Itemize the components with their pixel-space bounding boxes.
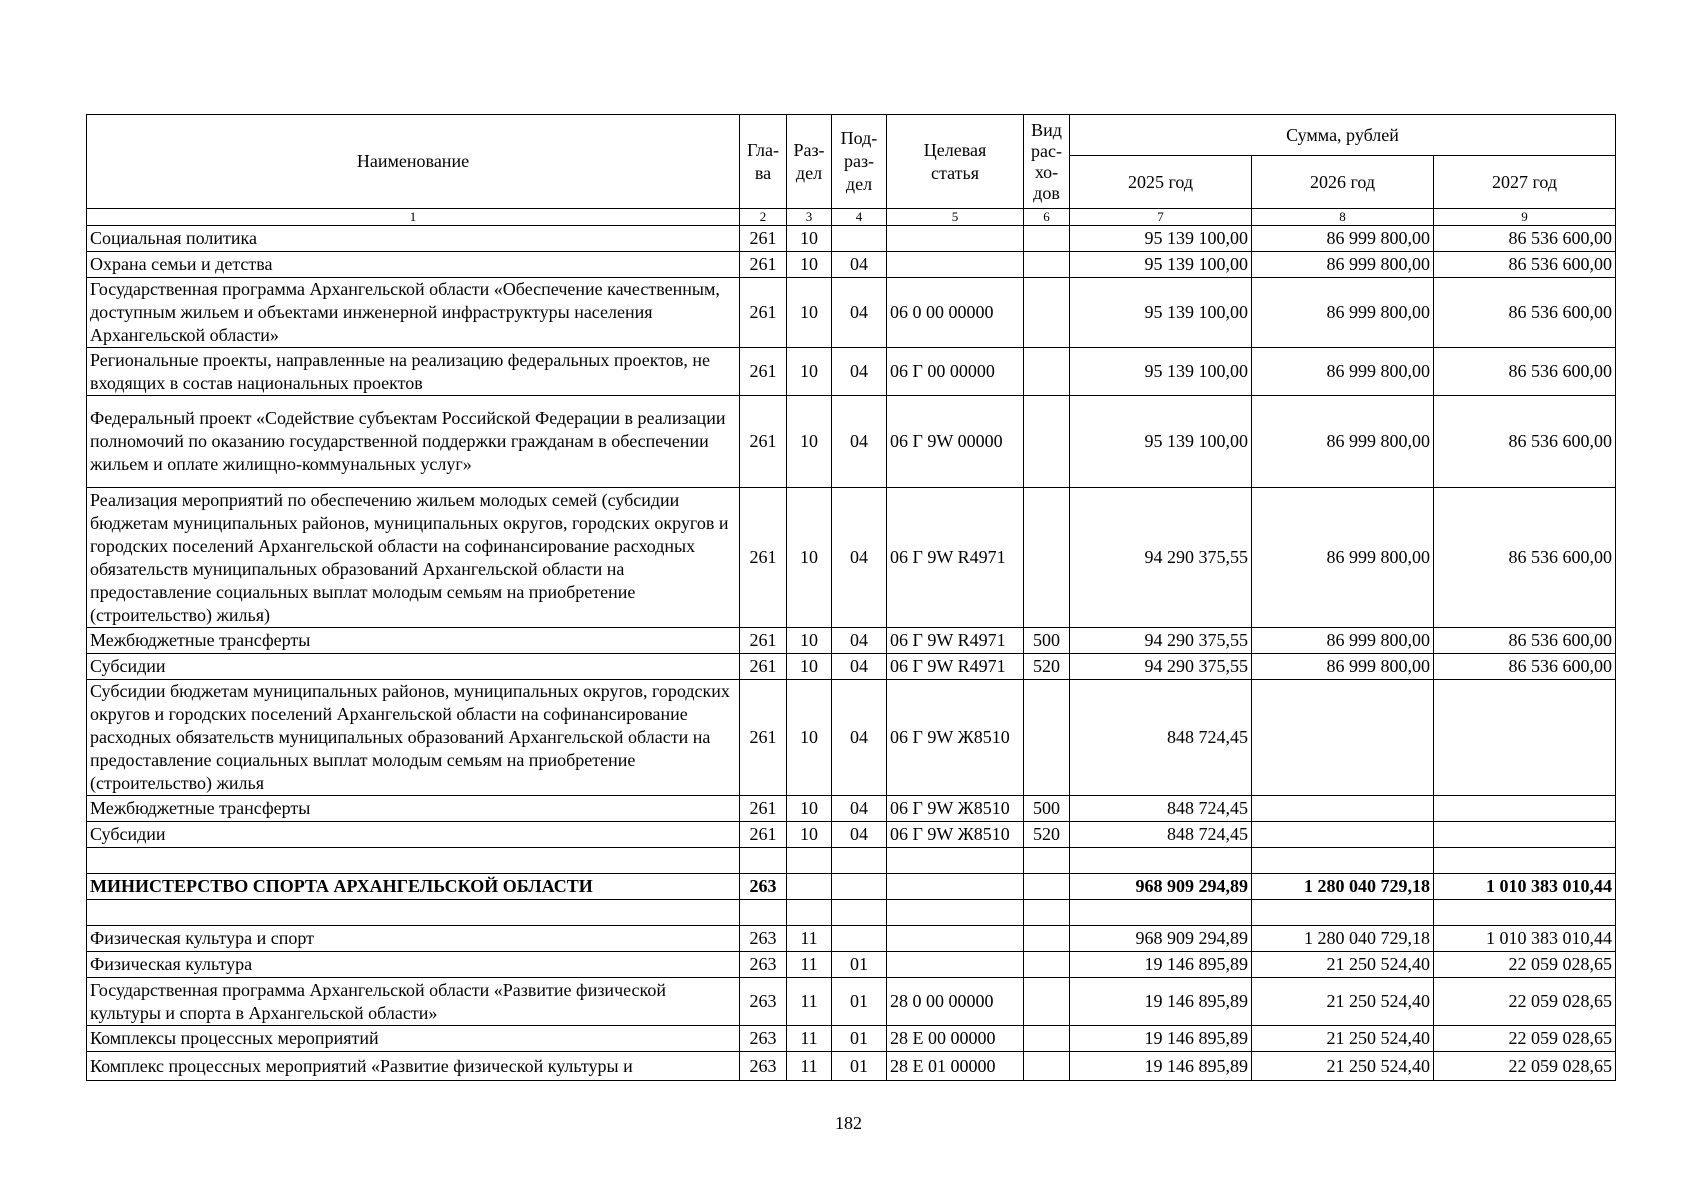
row-vid-raskhodov: 500 xyxy=(1024,628,1070,654)
row-razdel: 10 xyxy=(787,680,832,796)
row-name: Государственная программа Архангельской области «Обеспечение качественным, доступным жильем и объектами инженерной инфраструктуры населения Архангельской области» xyxy=(87,278,740,348)
row-tselevaya-statya: 06 Г 9W Ж8510 xyxy=(887,822,1024,848)
row-vid-raskhodov xyxy=(1024,1026,1070,1052)
table-row xyxy=(87,348,1616,396)
table-row xyxy=(87,1026,1616,1052)
row-tselevaya-statya xyxy=(887,874,1024,900)
row-sum-2025: 95 139 100,00 xyxy=(1070,348,1252,396)
header-vid-raskhodov: Вид рас- хо- дов xyxy=(1024,115,1070,209)
row-tselevaya-statya: 06 Г 9W R4971 xyxy=(887,628,1024,654)
header-year-2027: 2027 год xyxy=(1434,156,1616,209)
row-sum-2025: 968 909 294,89 xyxy=(1070,874,1252,900)
row-vid-raskhodov: 520 xyxy=(1024,654,1070,680)
header-podrazdel: Под- раз- дел xyxy=(832,115,887,209)
row-name: Комплекс процессных мероприятий «Развитие физической культуры и xyxy=(87,1052,740,1081)
row-sum-2025: 95 139 100,00 xyxy=(1070,278,1252,348)
row-name: Физическая культура xyxy=(87,952,740,978)
row-tselevaya-statya: 28 Е 00 00000 xyxy=(887,1026,1024,1052)
row-podrazdel: 04 xyxy=(832,488,887,628)
page-number: 182 xyxy=(835,1113,862,1133)
table-row xyxy=(87,1052,1616,1081)
row-sum-2025: 95 139 100,00 xyxy=(1070,396,1252,488)
row-glava: 261 xyxy=(740,796,787,822)
row-vid-raskhodov xyxy=(1024,1052,1070,1081)
row-glava: 263 xyxy=(740,926,787,952)
row-razdel: 10 xyxy=(787,226,832,252)
row-sum-2027 xyxy=(1434,848,1616,874)
row-podrazdel: 04 xyxy=(832,654,887,680)
row-sum-2025: 848 724,45 xyxy=(1070,796,1252,822)
row-sum-2025: 95 139 100,00 xyxy=(1070,252,1252,278)
row-name: Охрана семьи и детства xyxy=(87,252,740,278)
row-tselevaya-statya xyxy=(887,900,1024,926)
table-row xyxy=(87,396,1616,488)
row-glava: 261 xyxy=(740,628,787,654)
row-sum-2025: 848 724,45 xyxy=(1070,680,1252,796)
row-name: МИНИСТЕРСТВО СПОРТА АРХАНГЕЛЬСКОЙ ОБЛАСТИ xyxy=(87,874,740,900)
row-razdel: 10 xyxy=(787,348,832,396)
row-vid-raskhodov xyxy=(1024,874,1070,900)
row-vid-raskhodov xyxy=(1024,488,1070,628)
row-razdel: 10 xyxy=(787,822,832,848)
row-sum-2025: 19 146 895,89 xyxy=(1070,1052,1252,1081)
row-glava: 263 xyxy=(740,1052,787,1081)
row-vid-raskhodov xyxy=(1024,848,1070,874)
row-sum-2027: 22 059 028,65 xyxy=(1434,978,1616,1026)
row-podrazdel: 04 xyxy=(832,278,887,348)
row-sum-2026: 21 250 524,40 xyxy=(1252,978,1434,1026)
table-row xyxy=(87,252,1616,278)
row-tselevaya-statya xyxy=(887,952,1024,978)
column-number: 5 xyxy=(887,209,1024,226)
header-razdel: Раз- дел xyxy=(787,115,832,209)
table-row xyxy=(87,874,1616,900)
row-name xyxy=(87,900,740,926)
row-sum-2025: 19 146 895,89 xyxy=(1070,952,1252,978)
row-name: Субсидии xyxy=(87,654,740,680)
row-vid-raskhodov xyxy=(1024,252,1070,278)
row-sum-2025: 95 139 100,00 xyxy=(1070,226,1252,252)
row-name: Комплексы процессных мероприятий xyxy=(87,1026,740,1052)
row-glava: 263 xyxy=(740,1026,787,1052)
header-summa: Сумма, рублей xyxy=(1070,115,1616,156)
row-podrazdel: 04 xyxy=(832,348,887,396)
row-glava: 261 xyxy=(740,348,787,396)
row-sum-2027: 86 536 600,00 xyxy=(1434,488,1616,628)
row-glava: 261 xyxy=(740,680,787,796)
row-name: Государственная программа Архангельской области «Развитие физической культуры и спорта в Архангельской области» xyxy=(87,978,740,1026)
row-sum-2025: 94 290 375,55 xyxy=(1070,488,1252,628)
row-razdel: 11 xyxy=(787,978,832,1026)
row-sum-2026: 1 280 040 729,18 xyxy=(1252,874,1434,900)
row-sum-2026 xyxy=(1252,796,1434,822)
row-podrazdel: 01 xyxy=(832,1026,887,1052)
row-vid-raskhodov xyxy=(1024,226,1070,252)
row-sum-2026 xyxy=(1252,680,1434,796)
row-sum-2025: 19 146 895,89 xyxy=(1070,978,1252,1026)
column-number: 3 xyxy=(787,209,832,226)
table-row xyxy=(87,488,1616,628)
table-row xyxy=(87,226,1616,252)
row-vid-raskhodov: 520 xyxy=(1024,822,1070,848)
row-podrazdel xyxy=(832,226,887,252)
row-sum-2026: 21 250 524,40 xyxy=(1252,1052,1434,1081)
row-tselevaya-statya: 06 Г 9W R4971 xyxy=(887,488,1024,628)
table-header xyxy=(87,115,1616,226)
row-vid-raskhodov xyxy=(1024,900,1070,926)
row-sum-2025: 19 146 895,89 xyxy=(1070,1026,1252,1052)
row-podrazdel: 04 xyxy=(832,796,887,822)
budget-table xyxy=(86,114,1616,1081)
row-tselevaya-statya: 06 Г 9W Ж8510 xyxy=(887,680,1024,796)
row-name xyxy=(87,848,740,874)
row-razdel: 10 xyxy=(787,396,832,488)
row-glava: 261 xyxy=(740,252,787,278)
row-sum-2027: 1 010 383 010,44 xyxy=(1434,926,1616,952)
row-podrazdel xyxy=(832,874,887,900)
table-row xyxy=(87,654,1616,680)
row-name: Физическая культура и спорт xyxy=(87,926,740,952)
column-number: 6 xyxy=(1024,209,1070,226)
row-sum-2027: 86 536 600,00 xyxy=(1434,252,1616,278)
row-tselevaya-statya xyxy=(887,252,1024,278)
row-sum-2027: 86 536 600,00 xyxy=(1434,628,1616,654)
column-number: 2 xyxy=(740,209,787,226)
table-row xyxy=(87,848,1616,874)
row-sum-2027 xyxy=(1434,680,1616,796)
row-name: Социальная политика xyxy=(87,226,740,252)
row-tselevaya-statya xyxy=(887,226,1024,252)
row-tselevaya-statya: 06 Г 00 00000 xyxy=(887,348,1024,396)
row-sum-2026: 86 999 800,00 xyxy=(1252,628,1434,654)
row-razdel: 10 xyxy=(787,796,832,822)
row-vid-raskhodov xyxy=(1024,952,1070,978)
row-tselevaya-statya: 06 Г 9W 00000 xyxy=(887,396,1024,488)
row-sum-2026: 21 250 524,40 xyxy=(1252,1026,1434,1052)
row-sum-2027 xyxy=(1434,900,1616,926)
row-podrazdel: 04 xyxy=(832,822,887,848)
column-number: 4 xyxy=(832,209,887,226)
row-razdel: 10 xyxy=(787,628,832,654)
row-razdel: 10 xyxy=(787,278,832,348)
table-body xyxy=(87,226,1616,1081)
row-sum-2026: 86 999 800,00 xyxy=(1252,654,1434,680)
header-glava: Гла- ва xyxy=(740,115,787,209)
table-row xyxy=(87,822,1616,848)
row-vid-raskhodov xyxy=(1024,680,1070,796)
row-sum-2027: 86 536 600,00 xyxy=(1434,226,1616,252)
row-razdel: 11 xyxy=(787,952,832,978)
row-razdel xyxy=(787,900,832,926)
column-number: 7 xyxy=(1070,209,1252,226)
row-sum-2027: 1 010 383 010,44 xyxy=(1434,874,1616,900)
column-number: 8 xyxy=(1252,209,1434,226)
row-sum-2027: 86 536 600,00 xyxy=(1434,396,1616,488)
row-glava xyxy=(740,900,787,926)
row-razdel: 10 xyxy=(787,654,832,680)
header-tselevaya-statya: Целевая статья xyxy=(887,115,1024,209)
row-sum-2025: 94 290 375,55 xyxy=(1070,654,1252,680)
header-year-2025: 2025 год xyxy=(1070,156,1252,209)
row-tselevaya-statya xyxy=(887,926,1024,952)
row-glava: 263 xyxy=(740,874,787,900)
row-sum-2026: 86 999 800,00 xyxy=(1252,252,1434,278)
row-razdel xyxy=(787,874,832,900)
row-sum-2026: 86 999 800,00 xyxy=(1252,396,1434,488)
row-name: Региональные проекты, направленные на реализацию федеральных проектов, не входящих в состав национальных проектов xyxy=(87,348,740,396)
row-sum-2025 xyxy=(1070,900,1252,926)
row-sum-2026: 86 999 800,00 xyxy=(1252,226,1434,252)
row-podrazdel: 04 xyxy=(832,680,887,796)
table-row xyxy=(87,628,1616,654)
row-razdel: 11 xyxy=(787,1052,832,1081)
row-glava: 263 xyxy=(740,978,787,1026)
row-podrazdel: 01 xyxy=(832,952,887,978)
row-sum-2025: 94 290 375,55 xyxy=(1070,628,1252,654)
row-glava xyxy=(740,848,787,874)
row-tselevaya-statya: 06 Г 9W R4971 xyxy=(887,654,1024,680)
row-sum-2027: 22 059 028,65 xyxy=(1434,1026,1616,1052)
row-sum-2026: 86 999 800,00 xyxy=(1252,488,1434,628)
row-glava: 261 xyxy=(740,654,787,680)
row-glava: 261 xyxy=(740,226,787,252)
row-name: Реализация мероприятий по обеспечению жильем молодых семей (субсидии бюджетам муниципальных районов, муниципальных округов, городских округов и городских поселений Архангельской области на софинансирование расходных обязательств муниципальных образований Архангельской области на предоставление социальных выплат молодым семьям на приобретение (строительство) жилья) xyxy=(87,488,740,628)
row-podrazdel: 04 xyxy=(832,252,887,278)
table-row xyxy=(87,900,1616,926)
row-sum-2026: 1 280 040 729,18 xyxy=(1252,926,1434,952)
row-sum-2026 xyxy=(1252,900,1434,926)
row-name: Межбюджетные трансферты xyxy=(87,628,740,654)
header-year-2026: 2026 год xyxy=(1252,156,1434,209)
table-row xyxy=(87,926,1616,952)
row-name: Субсидии бюджетам муниципальных районов, муниципальных округов, городских округов и городских поселений Архангельской области на софинансирование расходных обязательств муниципальных образований Архангельской области на предоставление социальных выплат молодым семьям на приобретение (строительство) жилья xyxy=(87,680,740,796)
row-podrazdel: 01 xyxy=(832,1052,887,1081)
row-sum-2027: 22 059 028,65 xyxy=(1434,1052,1616,1081)
row-sum-2025: 968 909 294,89 xyxy=(1070,926,1252,952)
row-glava: 261 xyxy=(740,396,787,488)
row-vid-raskhodov xyxy=(1024,396,1070,488)
row-razdel: 10 xyxy=(787,488,832,628)
row-glava: 261 xyxy=(740,278,787,348)
row-sum-2027: 86 536 600,00 xyxy=(1434,278,1616,348)
row-podrazdel: 01 xyxy=(832,978,887,1026)
row-tselevaya-statya xyxy=(887,848,1024,874)
row-podrazdel xyxy=(832,900,887,926)
row-podrazdel xyxy=(832,926,887,952)
row-sum-2026: 86 999 800,00 xyxy=(1252,348,1434,396)
row-glava: 263 xyxy=(740,952,787,978)
row-tselevaya-statya: 06 0 00 00000 xyxy=(887,278,1024,348)
row-sum-2027: 22 059 028,65 xyxy=(1434,952,1616,978)
row-razdel xyxy=(787,848,832,874)
row-vid-raskhodov: 500 xyxy=(1024,796,1070,822)
row-name: Федеральный проект «Содействие субъектам Российской Федерации в реализации полномочий по оказанию государственной поддержки гражданам в обеспечении жильем и оплате жилищно-коммунальных услуг» xyxy=(87,396,740,488)
row-name: Межбюджетные трансферты xyxy=(87,796,740,822)
row-vid-raskhodov xyxy=(1024,926,1070,952)
row-razdel: 10 xyxy=(787,252,832,278)
row-tselevaya-statya: 28 Е 01 00000 xyxy=(887,1052,1024,1081)
row-sum-2027: 86 536 600,00 xyxy=(1434,654,1616,680)
column-number: 9 xyxy=(1434,209,1616,226)
row-razdel: 11 xyxy=(787,1026,832,1052)
row-tselevaya-statya: 28 0 00 00000 xyxy=(887,978,1024,1026)
row-podrazdel xyxy=(832,848,887,874)
row-glava: 261 xyxy=(740,488,787,628)
row-razdel: 11 xyxy=(787,926,832,952)
table-row xyxy=(87,680,1616,796)
row-sum-2026 xyxy=(1252,822,1434,848)
row-podrazdel: 04 xyxy=(832,628,887,654)
row-sum-2027: 86 536 600,00 xyxy=(1434,348,1616,396)
row-sum-2026: 21 250 524,40 xyxy=(1252,952,1434,978)
row-vid-raskhodov xyxy=(1024,978,1070,1026)
table-row xyxy=(87,978,1616,1026)
row-vid-raskhodov xyxy=(1024,278,1070,348)
row-sum-2025 xyxy=(1070,848,1252,874)
row-sum-2027 xyxy=(1434,796,1616,822)
table-row xyxy=(87,278,1616,348)
row-sum-2025: 848 724,45 xyxy=(1070,822,1252,848)
row-vid-raskhodov xyxy=(1024,348,1070,396)
header-name: Наименование xyxy=(87,115,740,209)
row-podrazdel: 04 xyxy=(832,396,887,488)
row-tselevaya-statya: 06 Г 9W Ж8510 xyxy=(887,796,1024,822)
row-sum-2026: 86 999 800,00 xyxy=(1252,278,1434,348)
row-name: Субсидии xyxy=(87,822,740,848)
table-row xyxy=(87,796,1616,822)
row-sum-2026 xyxy=(1252,848,1434,874)
row-sum-2027 xyxy=(1434,822,1616,848)
table-row xyxy=(87,952,1616,978)
row-glava: 261 xyxy=(740,822,787,848)
column-number: 1 xyxy=(87,209,740,226)
